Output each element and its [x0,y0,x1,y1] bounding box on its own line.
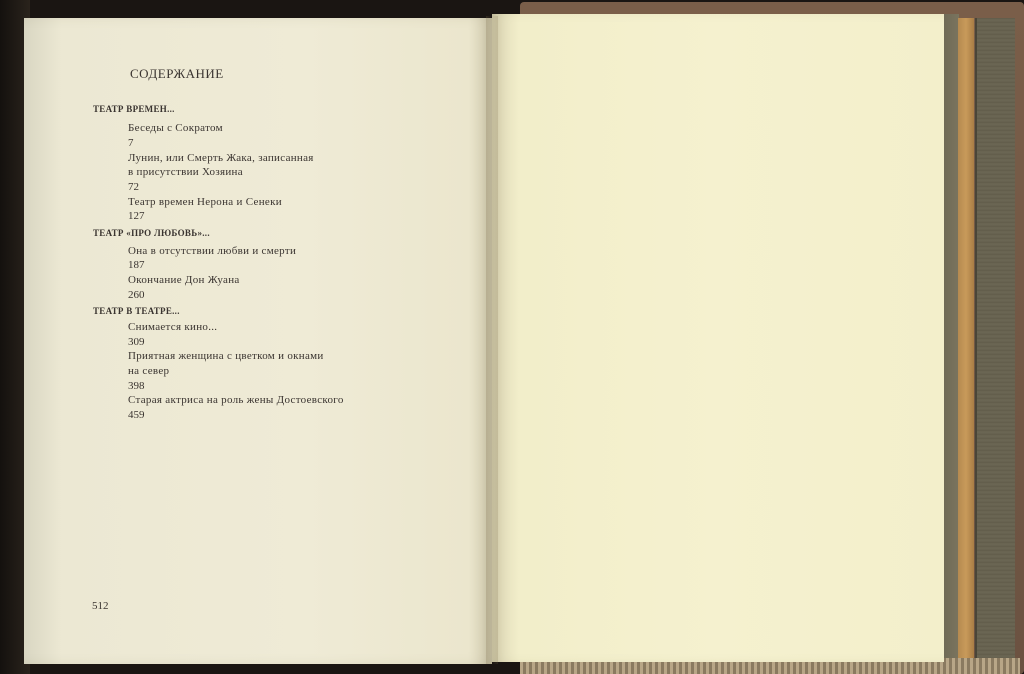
toc-entry: Снимается кино... [128,321,218,333]
cover-spine-cloth [975,18,1015,658]
toc-entry: Беседы с Сократом [128,122,223,134]
gutter [486,16,498,664]
toc-page-number: 187 [128,259,145,271]
toc-entry: Лунин, или Смерть Жака, записанная [128,152,314,164]
toc-entry: Театр времен Нерона и Сенеки [128,196,282,208]
toc-page-number: 72 [128,181,139,193]
toc-section-title: ТЕАТР ВРЕМЕН... [93,104,175,114]
toc-entry: на север [128,365,170,377]
toc-entry: в присутствии Хозяина [128,166,243,178]
toc-page-number: 260 [128,289,145,301]
toc-page-number: 459 [128,409,145,421]
cover-edge-gold [958,18,974,660]
right-page [492,14,944,662]
toc-entry: Окончание Дон Жуана [128,274,240,286]
toc-entry: Приятная женщина с цветком и окнами [128,350,324,362]
toc-section-title: ТЕАТР «ПРО ЛЮБОВЬ»... [93,228,210,238]
toc-entry: Старая актриса на роль жены Достоевского [128,394,344,406]
toc-page-number: 127 [128,210,145,222]
toc-page-number: 398 [128,380,145,392]
toc-section-title: ТЕАТР В ТЕАТРЕ... [93,306,180,316]
toc-heading: СОДЕРЖАНИЕ [130,66,224,81]
toc-page-number: 309 [128,336,145,348]
left-page [24,18,492,664]
cover-edge-olive [943,14,959,662]
page-folio: 512 [92,600,109,612]
toc-page-number: 7 [128,137,134,149]
toc-entry: Она в отсутствии любви и смерти [128,245,297,257]
